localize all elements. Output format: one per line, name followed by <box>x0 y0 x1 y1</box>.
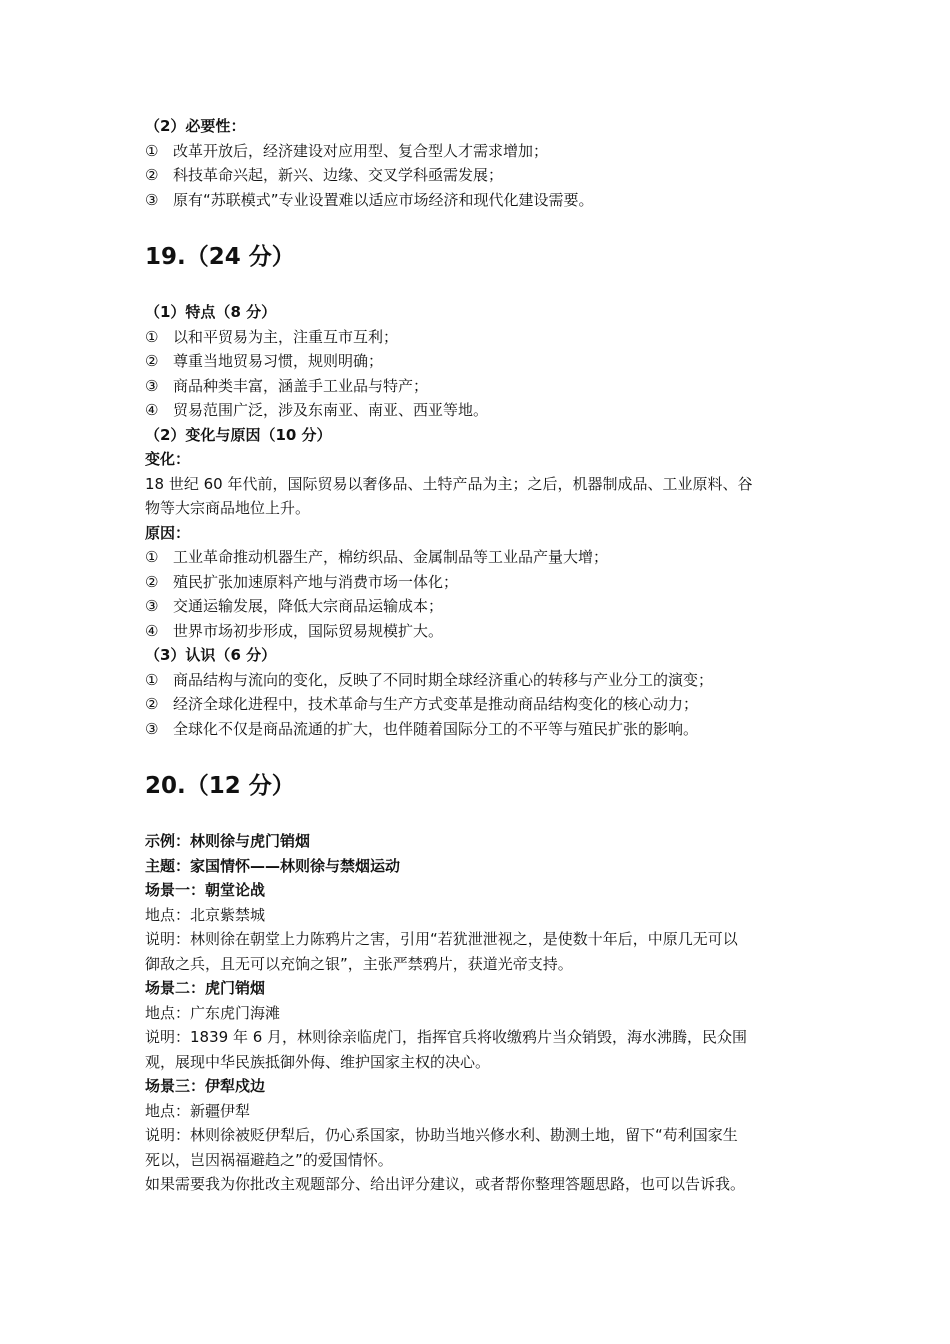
item-number: ① <box>145 670 159 689</box>
scene-desc-line-1: 说明：林则徐被贬伊犁后，仍心系国家，协助当地兴修水利、勘测土地，留下“苟利国家生 <box>145 1126 738 1144</box>
scene-place: 地点：北京紫禁城 <box>145 905 266 924</box>
item-text: 世界市场初步形成，国际贸易规模扩大。 <box>173 621 444 640</box>
item-text: 经济全球化进程中，技术革命与生产方式变革是推动商品结构变化的核心动力； <box>173 695 699 713</box>
scene-desc-line-2: 观，展现中华民族抵御外侮、维护国家主权的决心。 <box>145 1052 491 1071</box>
item-number: ③ <box>145 190 159 209</box>
reason-label: 原因： <box>145 523 191 542</box>
item-number: ② <box>145 572 159 591</box>
list-item <box>145 692 825 717</box>
q19-s3-heading: （3）认识（6 分） <box>145 646 277 664</box>
list-item <box>145 398 825 423</box>
item-text: 改革开放后，经济建设对应用型、复合型人才需求增加； <box>173 141 549 160</box>
item-text: 原有“苏联模式”专业设置难以适应市场经济和现代化建设需要。 <box>173 190 594 209</box>
scene-desc-line-2: 御敌之兵，且无可以充饷之银”，主张严禁鸦片，获道光帝支持。 <box>145 954 573 973</box>
scene-desc-line-2: 死以，岂因祸福避趋之”的爱国情怀。 <box>145 1150 393 1169</box>
list-item <box>145 570 825 595</box>
item-text: 尊重当地贸易习惯，规则明确； <box>173 352 384 370</box>
item-number: ③ <box>145 376 159 395</box>
list-item <box>145 163 825 188</box>
closing-note: 如果需要我为你批改主观题部分、给出评分建议，或者帮你整理答题思路，也可以告诉我。 <box>145 1175 746 1193</box>
change-text-line-1: 18 世纪 60 年代前，国际贸易以奢侈品、土特产品为主；之后，机器制成品、工业原料、谷 <box>145 474 753 493</box>
item-number: ① <box>145 327 159 346</box>
scene-place: 地点：广东虎门海滩 <box>145 1003 281 1022</box>
item-number: ② <box>145 352 159 370</box>
item-text: 以和平贸易为主，注重互市互利； <box>173 327 399 346</box>
question-20-title: 20.（12 分） <box>145 773 295 799</box>
item-number: ② <box>145 695 159 713</box>
scene-place: 地点：新疆伊犁 <box>145 1101 251 1120</box>
list-item <box>145 717 825 742</box>
theme-line: 主题：家国情怀——林则徐与禁烟运动 <box>145 856 401 875</box>
item-text: 殖民扩张加速原料产地与消费市场一体化； <box>173 572 459 591</box>
scene-title: 场景三：伊犁戍边 <box>145 1077 266 1095</box>
list-item <box>145 619 825 644</box>
item-number: ① <box>145 548 159 566</box>
list-item <box>145 594 825 619</box>
list-item <box>145 374 825 399</box>
list-item <box>145 188 825 213</box>
change-label: 变化： <box>145 450 191 468</box>
list-item <box>145 325 825 350</box>
example-line: 示例：林则徐与虎门销烟 <box>145 832 311 850</box>
item-number: ④ <box>145 621 159 640</box>
item-text: 商品结构与流向的变化，反映了不同时期全球经济重心的转移与产业分工的演变； <box>173 670 714 689</box>
item-number: ③ <box>145 719 159 738</box>
item-text: 贸易范围广泛，涉及东南亚、南亚、西亚等地。 <box>173 401 489 419</box>
item-number: ① <box>145 141 159 160</box>
scene-desc-line-1: 说明：1839 年 6 月，林则徐亲临虎门，指挥官兵将收缴鸦片当众销毁，海水沸腾，民众围 <box>145 1028 748 1046</box>
part2-heading: （2）必要性： <box>145 117 246 135</box>
list-item <box>145 139 825 164</box>
item-number: ② <box>145 166 159 184</box>
item-text: 商品种类丰富，涵盖手工业品与特产； <box>173 376 429 395</box>
list-item <box>145 545 825 570</box>
item-text: 交通运输发展，降低大宗商品运输成本； <box>173 597 444 615</box>
list-item <box>145 349 825 374</box>
document-page <box>145 114 825 1197</box>
list-item <box>145 668 825 693</box>
item-text: 工业革命推动机器生产，棉纺织品、金属制品等工业品产量大增； <box>173 548 609 566</box>
item-text: 全球化不仅是商品流通的扩大，也伴随着国际分工的不平等与殖民扩张的影响。 <box>173 719 699 738</box>
q19-s2-heading: （2）变化与原因（10 分） <box>145 425 332 444</box>
question-19-title: 19.（24 分） <box>145 244 295 270</box>
scene-desc-line-1: 说明：林则徐在朝堂上力陈鸦片之害，引用“若犹泄泄视之，是使数十年后，中原几无可以 <box>145 930 738 948</box>
scene-title: 场景一：朝堂论战 <box>145 881 266 899</box>
scene-title: 场景二：虎门销烟 <box>145 979 266 997</box>
q19-s1-heading: （1）特点（8 分） <box>145 303 277 321</box>
change-text-line-2: 物等大宗商品地位上升。 <box>145 499 311 517</box>
item-text: 科技革命兴起，新兴、边缘、交叉学科亟需发展； <box>173 166 504 184</box>
item-number: ④ <box>145 401 159 419</box>
item-number: ③ <box>145 597 159 615</box>
